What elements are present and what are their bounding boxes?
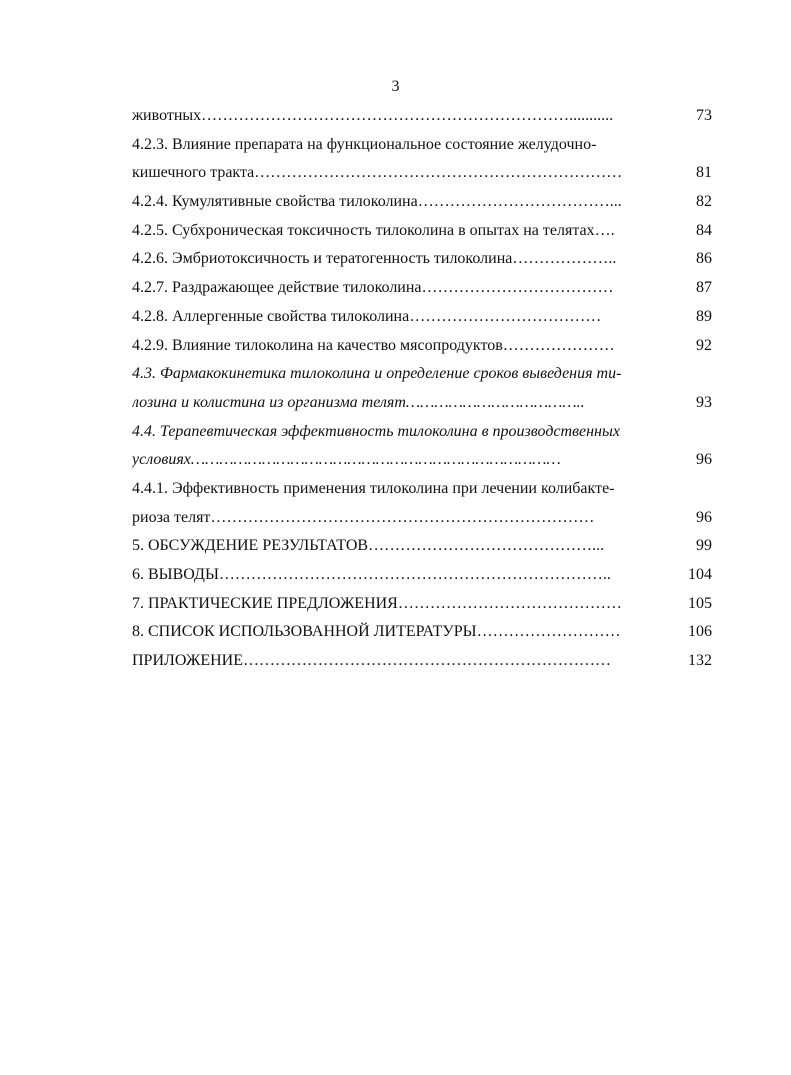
toc-entry-page-number: 87 (696, 279, 712, 297)
toc-entry[interactable] (132, 303, 712, 332)
toc-entry[interactable] (132, 532, 712, 561)
toc-entry[interactable] (132, 360, 712, 417)
toc-entry-title: ПРИЛОЖЕНИЕ…………………………………………………………… (132, 652, 612, 670)
toc-entry-line (132, 561, 712, 590)
toc-entry-line (132, 332, 712, 361)
toc-entry-page-number: 132 (688, 652, 712, 670)
toc-entry-line (132, 131, 712, 160)
toc-entry-page-number: 96 (696, 508, 712, 526)
toc-entry-title: 7. ПРАКТИЧЕСКИЕ ПРЕДЛОЖЕНИЯ…………………………………… (132, 594, 622, 612)
toc-entry-title: 6. ВЫВОДЫ……………………………………………………………….. (132, 566, 611, 583)
toc-entry-page-number: 106 (688, 623, 712, 641)
toc-entry[interactable] (132, 561, 712, 590)
toc-entry-line (132, 647, 712, 676)
toc-entry-line (132, 217, 712, 246)
toc-entry[interactable] (132, 475, 712, 532)
toc-entry[interactable] (132, 245, 712, 274)
toc-entry[interactable] (132, 102, 712, 131)
toc-entry-title: 5. ОБСУЖДЕНИЕ РЕЗУЛЬТАТОВ……………………………………... (132, 537, 605, 555)
toc-entry-page-number: 96 (696, 451, 712, 469)
toc-entry-line (132, 245, 712, 274)
toc-entry-page-number: 86 (696, 250, 712, 268)
toc-entry-page-number: 92 (696, 336, 712, 354)
toc-entry-page-number: 93 (696, 393, 712, 411)
toc-entry-title: 4.2.4. Кумулятивные свойства тилоколина………………………………... (132, 193, 622, 211)
toc-entry-page-number: 81 (696, 164, 712, 182)
page-number: 3 (391, 78, 400, 95)
toc-entry-line (132, 303, 712, 332)
toc-entry-title: лозина и колистина из организма телят……………………………….. (132, 393, 585, 411)
toc-entry-line (132, 590, 712, 619)
toc-entry-title: 4.2.3. Влияние препарата на функциональное состояние желудочно- (132, 135, 597, 153)
toc-entry-line (132, 618, 712, 647)
toc-entry-line (132, 389, 712, 418)
toc-entry-title: 4.4.1. Эффективность применения тилоколина при лечении колибакте- (132, 479, 615, 497)
toc-entry-line (132, 159, 712, 188)
toc-entry-page-number: 105 (688, 594, 712, 612)
toc-entry[interactable] (132, 274, 712, 303)
toc-entry-title: 4.3. Фармакокинетика тилоколина и определение сроков выведения ти- (132, 365, 622, 383)
toc-entry-title: животных……………………………………………………………........... (132, 107, 614, 124)
toc-entry-page-number: 73 (696, 107, 712, 124)
toc-entry-page-number: 84 (696, 221, 712, 239)
toc-entry[interactable] (132, 647, 712, 676)
toc-entry-title: 4.2.9. Влияние тилоколина на качество мясопродуктов………………… (132, 336, 615, 354)
toc-entry-page-number: 104 (688, 566, 712, 583)
toc-entry-title: 4.2.5. Субхроническая токсичность тилоколина в опытах на телятах…. (132, 221, 615, 239)
toc-entry[interactable] (132, 217, 712, 246)
toc-entry-line (132, 188, 712, 217)
toc-entry[interactable] (132, 188, 712, 217)
toc-entry-title: 8. СПИСОК ИСПОЛЬЗОВАННОЙ ЛИТЕРАТУРЫ……………………… (132, 623, 621, 641)
toc-entry[interactable] (132, 131, 712, 188)
toc-entry-title: 4.4. Терапевтическая эффективность тилоколина в производственных (132, 422, 620, 440)
toc-entry-title: 4.2.8. Аллергенные свойства тилоколина……………………………… (132, 307, 602, 325)
toc-entry-line (132, 102, 712, 131)
toc-entry-line (132, 532, 712, 561)
toc-entry-page-number: 82 (696, 193, 712, 211)
toc-entry-line (132, 360, 712, 389)
toc-entry-title: условиях…………………………………………………………………… (132, 451, 561, 469)
toc-entry-line (132, 418, 712, 447)
toc-entry[interactable] (132, 590, 712, 619)
table-of-contents (132, 102, 712, 676)
toc-entry-title: 4.2.7. Раздражающее действие тилоколина……………………………… (132, 279, 614, 297)
toc-entry[interactable] (132, 332, 712, 361)
toc-entry[interactable] (132, 618, 712, 647)
toc-entry-title: кишечного тракта…………………………………………………………… (132, 164, 623, 182)
toc-entry-line (132, 475, 712, 504)
toc-entry[interactable] (132, 418, 712, 475)
toc-entry-line (132, 504, 712, 533)
toc-entry-page-number: 99 (696, 537, 712, 555)
toc-entry-line (132, 446, 712, 475)
toc-entry-page-number: 89 (696, 307, 712, 325)
toc-entry-title: риоза телят……………………………………………………………… (132, 508, 595, 526)
toc-entry-line (132, 274, 712, 303)
toc-entry-title: 4.2.6. Эмбриотоксичность и тератогенность тилоколина……………….. (132, 250, 617, 268)
